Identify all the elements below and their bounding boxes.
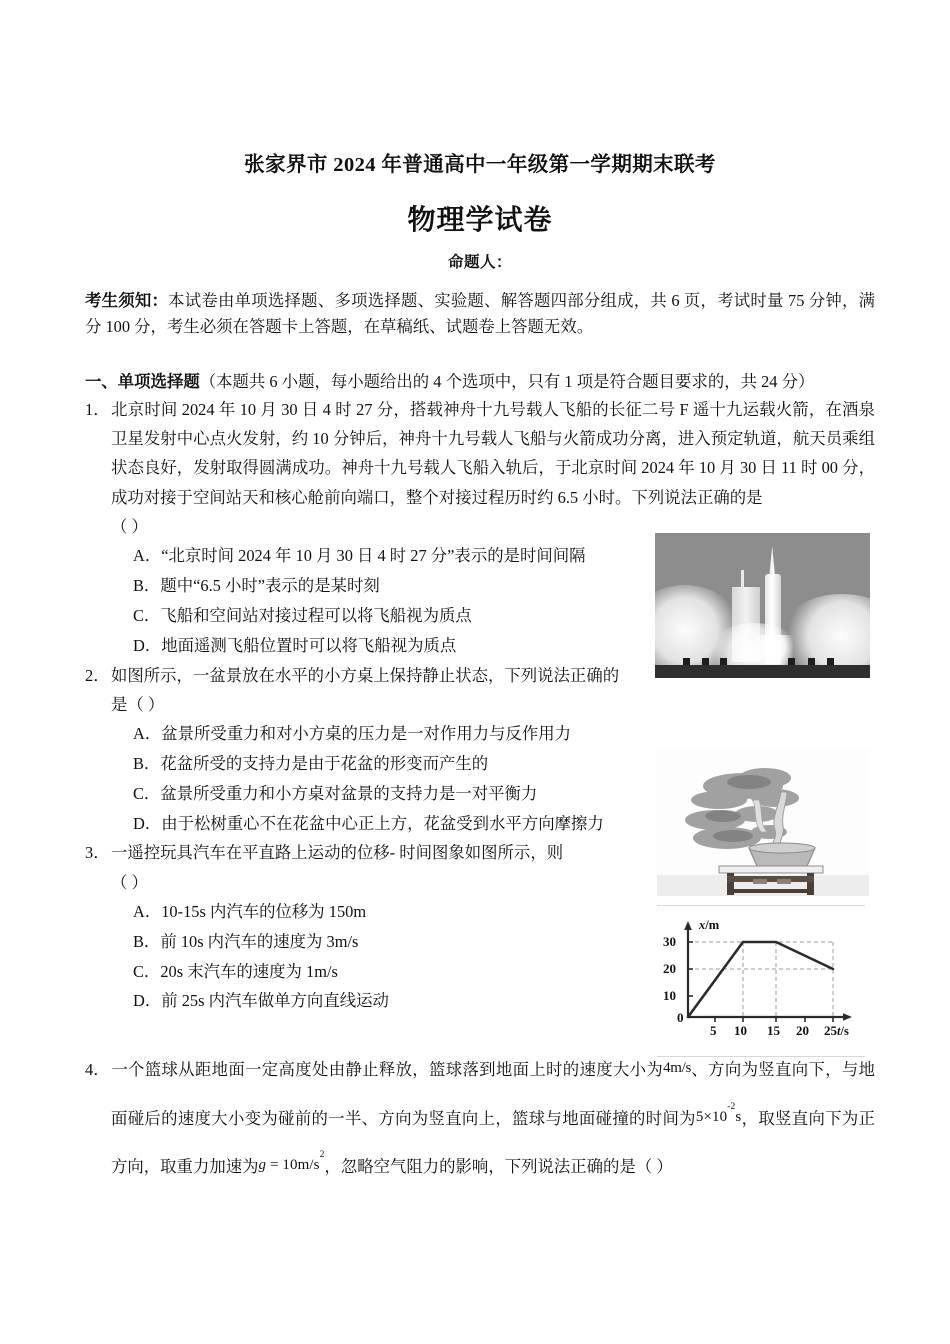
question-4-seg-1: 一个篮球从距地面一定高度处由静止释放，篮球落到地面上时的速度大小为	[111, 1060, 664, 1080]
paper-subject-title: 物理学试卷	[407, 204, 553, 236]
graph-axes	[688, 927, 845, 1017]
question-1-number: 1．	[85, 400, 110, 420]
option-label: A．	[133, 901, 162, 921]
question-3-answer-paren: （ ）	[111, 872, 148, 892]
option-text: 盆景所受重力和对小方桌的压力是一对作用力与反作用力	[161, 723, 571, 743]
graph-guides	[688, 942, 833, 1017]
section-heading	[85, 369, 875, 395]
x-tick-25: 25	[824, 1023, 837, 1038]
y-axis-label: x/m	[699, 918, 720, 932]
option-text: 前 25s 内汽车做单方向直线运动	[161, 991, 389, 1011]
question-4-seg-5: 向下为正方向，取重力加速为	[111, 1108, 876, 1176]
option-text: 10-15s 内汽车的位移为 150m	[161, 901, 367, 921]
option-label: D．	[133, 813, 162, 833]
question-1-stem	[85, 395, 875, 512]
page-title: 张家界市 2024 年普通高中一年级第一学期期末联考	[244, 154, 716, 176]
x-tick-15: 15	[767, 1023, 780, 1038]
math-exponent: 2	[319, 1150, 325, 1161]
option-label: C．	[133, 605, 161, 625]
question-4-seg-2: 、方向为竖直向下，	[691, 1060, 842, 1080]
question-3-text: 一遥控玩具汽车在平直路上运动的位移- 时间图象如图所示，则	[111, 843, 564, 863]
question-1-answer-paren: （ ）	[111, 516, 148, 536]
rocket-launch-photo	[655, 533, 870, 678]
pad-block	[827, 658, 834, 665]
displacement-time-graph	[655, 905, 867, 1057]
bonsai-illustration	[657, 748, 869, 896]
math-impact-speed: 4m/s	[663, 1060, 692, 1077]
question-2-answer-paren: 是（ ）	[111, 694, 165, 714]
graph-data-line	[688, 942, 833, 1017]
option-label: D．	[133, 635, 162, 655]
option-text: 20s 末汽车的速度为 1m/s	[160, 961, 338, 981]
section-note: （本题共 6 小题，每小题给出的 4 个选项中，只有 1 项是符合题目要求的，共 24 分）	[199, 371, 815, 391]
question-4-seg-3: 与地面碰后的速度大小变为碰前的一半、方向为竖直向上，篮球与地面碰撞的时间为	[111, 1060, 876, 1128]
question-2-number: 2．	[85, 665, 110, 685]
option-text: 花盆所受的支持力是由于花盆的形变而产生的	[160, 753, 489, 773]
option-text: 地面遥测飞船位置时可以将飞船视为质点	[161, 635, 457, 655]
question-1-text: 北京时间 2024 年 10 月 30 日 4 时 27 分，搭载神舟十九号载人飞船的长征二号 F 遥十九运载火箭，在酒泉卫星发射中心点火发射，约 10 分钟后，神舟十九号载人飞船与火箭成功分离，进入预定轨道，航天员乘组状态良好，发射取得圆满成功。神舟十九号载人飞船入轨后，于北京时间 2024 年 10 月 30 日 11 时 00 分，成功对接于空间站天和核心舱前向端口，整个对接过程历时约 6.5 小时。下列说法正确的是	[111, 400, 875, 507]
rocket-nose-icon	[769, 546, 775, 575]
question-2-stem	[85, 661, 671, 690]
y-tick-30: 30	[663, 934, 676, 949]
notice-label: 考生须知：	[85, 290, 169, 310]
option-label: A．	[133, 723, 162, 743]
bonsai-photo	[657, 748, 869, 896]
math-gravity-constant: $g = 10m/s^2$	[258, 1150, 325, 1173]
option-text: “北京时间 2024 年 10 月 30 日 4 时 27 分”表示的是时间间隔	[161, 546, 586, 566]
option-text: 盆景所受重力和小方桌对盆景的支持力是一对平衡力	[160, 783, 538, 803]
y-axis-arrow	[684, 921, 692, 930]
option-label: B．	[133, 575, 161, 595]
launch-pad-ground	[655, 665, 870, 678]
question-4-stem	[85, 1046, 875, 1191]
math-exponent: -2	[727, 1101, 736, 1112]
pad-block	[808, 658, 815, 665]
pad-block	[788, 658, 795, 665]
option-label: A．	[133, 546, 162, 566]
math-collision-time: $5\times 10^{-2}s$	[695, 1101, 742, 1125]
x-axis-arrow	[843, 1013, 852, 1021]
question-4-seg-4: ，取竖直	[741, 1108, 809, 1128]
author-label: 命题人：	[447, 253, 512, 271]
question-4-number: 4．	[85, 1060, 110, 1080]
x-tick-10: 10	[734, 1023, 747, 1038]
notice-text: 本试卷由单项选择题、多项选择题、实验题、解答题四部分组成，共 6 页，考试时量 75 分钟，满分 100 分，考生必须在答题卡上答题，在草稿纸、试题卷上答题无效。	[85, 290, 876, 337]
pad-block	[683, 658, 690, 665]
pad-block	[702, 658, 709, 665]
option-text: 由于松树重心不在花盆中心正上方，花盆受到水平方向摩擦力	[161, 813, 604, 833]
x-tick-20: 20	[796, 1023, 809, 1038]
question-4	[85, 1046, 875, 1191]
pad-block	[720, 658, 727, 665]
option-label: B．	[133, 931, 161, 951]
option-text: 飞船和空间站对接过程可以将飞船视为质点	[160, 605, 472, 625]
candidate-notice	[85, 288, 875, 341]
option-label: D．	[133, 991, 162, 1011]
question-4-seg-6: ，忽略空气阻力的影响，下列说法正确的是（ ）	[324, 1157, 673, 1176]
question-2-text: 如图所示，一盆景放在水平的小方桌上保持静止状态，下列说法正确的	[111, 665, 620, 685]
origin-label: 0	[677, 1010, 684, 1025]
option-label: B．	[133, 753, 161, 773]
question-3-stem	[85, 838, 671, 867]
option-text: 题中“6.5 小时”表示的是某时刻	[160, 575, 380, 595]
x-tick-5: 5	[710, 1023, 717, 1038]
question-3-number: 3．	[85, 843, 110, 863]
question-2-option-a[interactable]	[133, 719, 875, 749]
option-label: C．	[133, 961, 161, 981]
option-text: 前 10s 内汽车的速度为 3m/s	[160, 931, 359, 951]
rocket-photo-sky	[655, 533, 870, 678]
y-tick-20: 20	[663, 961, 676, 976]
option-label: C．	[133, 783, 161, 803]
y-tick-10: 10	[663, 988, 676, 1003]
section-title: 一、单项选择题	[85, 371, 200, 391]
x-axis-label: t/s	[837, 1024, 849, 1038]
